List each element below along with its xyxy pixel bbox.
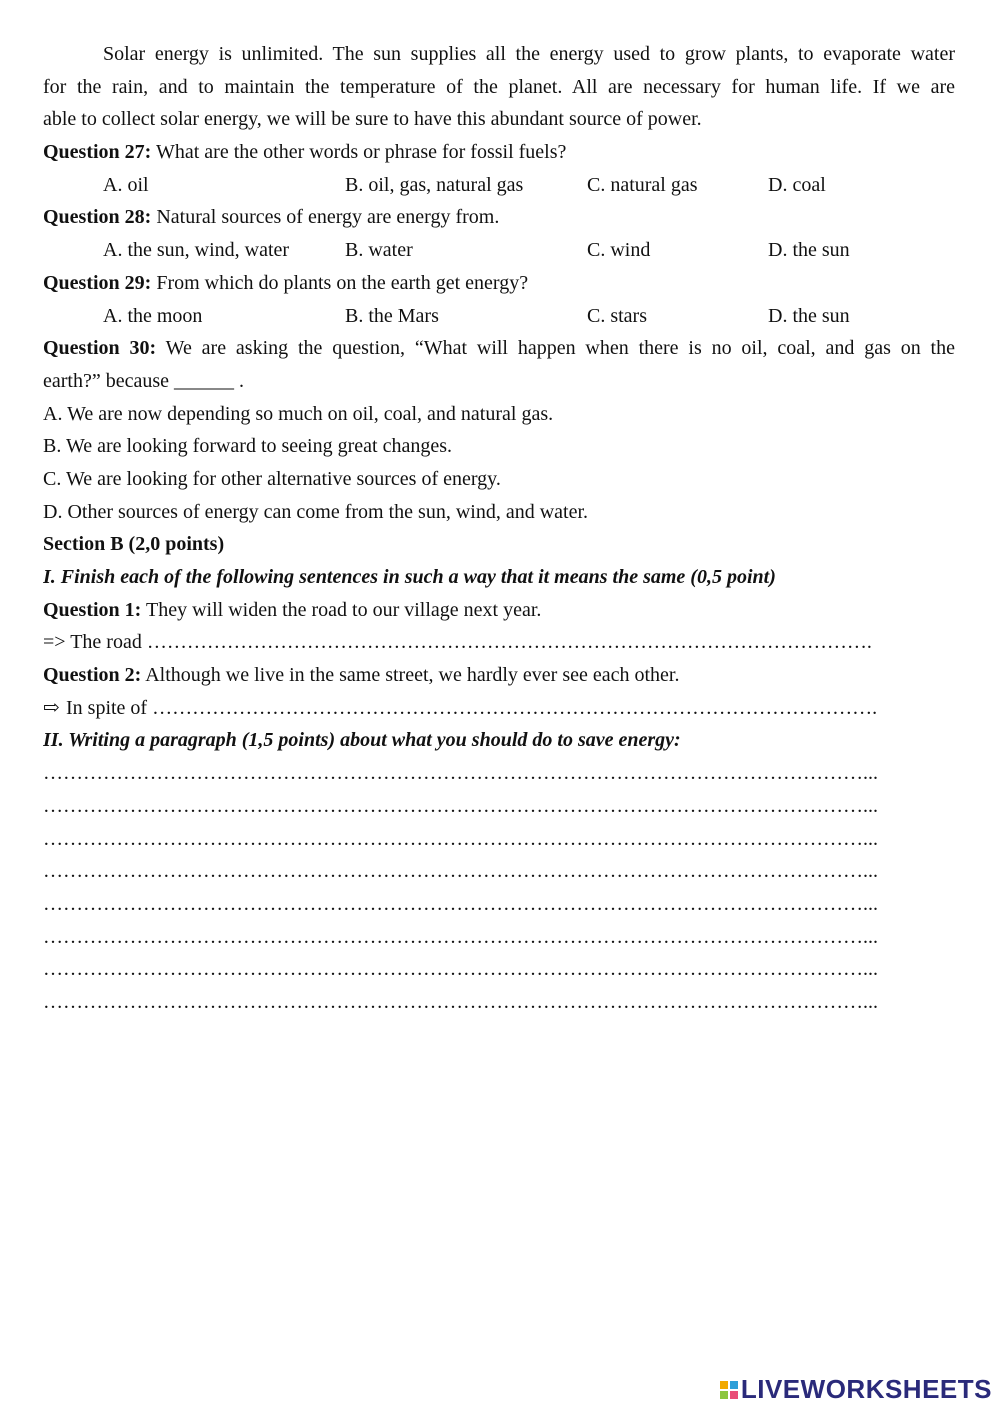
option-d[interactable]: D. Other sources of energy can come from the sun, wind, and water. — [43, 500, 589, 523]
writing-line[interactable]: ……………………………………………………………………………………………………………... — [43, 762, 878, 785]
part-2-title: II. Writing a paragraph (1,5 points) about what you should do to save energy: — [43, 729, 681, 752]
question-text: From which do plants on the earth get energy? — [151, 271, 529, 294]
question-28-options — [43, 234, 955, 267]
rewrite-question-2 — [43, 659, 955, 692]
writing-line[interactable]: ……………………………………………………………………………………………………………... — [43, 794, 878, 817]
writing-line[interactable]: ……………………………………………………………………………………………………………... — [43, 860, 878, 883]
rewrite-answer-1-field[interactable]: => The road ………………………………………………………………………………………………. — [43, 631, 872, 654]
question-28 — [43, 201, 955, 234]
arrow-right-icon: ⇨ — [43, 696, 60, 719]
logo-square — [730, 1381, 738, 1389]
option-c[interactable]: C. natural gas — [587, 173, 698, 196]
writing-line[interactable]: ……………………………………………………………………………………………………………... — [43, 958, 878, 981]
question-30 — [43, 332, 955, 365]
option-c[interactable]: C. We are looking for other alternative sources of energy. — [43, 467, 501, 490]
option-a[interactable]: A. the moon — [103, 304, 203, 327]
option-c[interactable]: C. wind — [587, 239, 651, 262]
question-text: Although we live in the same street, we hardly ever see each other. — [141, 664, 680, 687]
option-a[interactable]: A. oil — [103, 173, 149, 196]
logo-square — [720, 1391, 728, 1399]
question-text: They will widen the road to our village next year. — [141, 598, 542, 621]
question-30-continuation: earth?” because ______ . — [43, 369, 245, 392]
rewrite-answer-2-field[interactable]: In spite of ………………………………………………………………………………………………. — [61, 696, 878, 719]
question-text: What are the other words or phrase for fossil fuels? — [151, 141, 567, 164]
option-c[interactable]: C. stars — [587, 304, 647, 327]
option-b[interactable]: B. the Mars — [345, 304, 439, 327]
option-a[interactable]: A. the sun, wind, water — [103, 239, 290, 262]
option-b[interactable]: B. We are looking forward to seeing great changes. — [43, 435, 452, 458]
section-b-title: Section B (2,0 points) — [43, 533, 225, 556]
writing-line[interactable]: ……………………………………………………………………………………………………………... — [43, 925, 878, 948]
question-29 — [43, 267, 955, 300]
question-label: Question 28: — [43, 206, 152, 229]
logo-square — [730, 1391, 738, 1399]
question-text: We are asking the question, “What will happen when there is no oil, coal, and gas on the — [156, 337, 955, 360]
writing-line[interactable]: ……………………………………………………………………………………………………………... — [43, 990, 878, 1013]
option-a[interactable]: A. We are now depending so much on oil, coal, and natural gas. — [43, 402, 554, 425]
passage-line: Solar energy is unlimited. The sun supplies all the energy used to grow plants, to evaporate water — [103, 43, 955, 65]
rewrite-answer-2-row[interactable] — [43, 692, 955, 725]
writing-line[interactable]: ……………………………………………………………………………………………………………... — [43, 827, 878, 850]
question-27-options — [43, 169, 955, 202]
liveworksheets-logo — [720, 1374, 992, 1405]
logo-square — [720, 1381, 728, 1389]
question-label: Question 27: — [43, 141, 152, 164]
option-d[interactable]: D. coal — [768, 173, 826, 196]
passage-line: for the rain, and to maintain the temperature of the planet. All are necessary for human life. If we are — [43, 75, 955, 98]
question-label: Question 1: — [43, 598, 142, 621]
question-label: Question 2: — [43, 664, 142, 687]
question-text: Natural sources of energy are energy from. — [151, 206, 500, 229]
option-d[interactable]: D. the sun — [768, 239, 850, 262]
option-d[interactable]: D. the sun — [768, 304, 850, 327]
writing-line[interactable]: ……………………………………………………………………………………………………………... — [43, 892, 878, 915]
option-b[interactable]: B. water — [345, 239, 413, 262]
rewrite-question-1 — [43, 594, 955, 627]
part-1-title: I. Finish each of the following sentences in such a way that it means the same (0,5 point) — [43, 566, 776, 588]
worksheet-page — [43, 38, 955, 1019]
logo-wordmark: LIVEWORKSHEETS — [740, 1374, 992, 1404]
question-27 — [43, 136, 955, 169]
question-29-options — [43, 300, 955, 333]
question-label: Question 29: — [43, 271, 152, 294]
passage-line: able to collect solar energy, we will be sure to have this abundant source of power. — [43, 108, 702, 131]
question-label: Question 30: — [43, 337, 157, 360]
option-b[interactable]: B. oil, gas, natural gas — [345, 173, 524, 196]
liveworksheets-logo-icon — [720, 1381, 738, 1399]
